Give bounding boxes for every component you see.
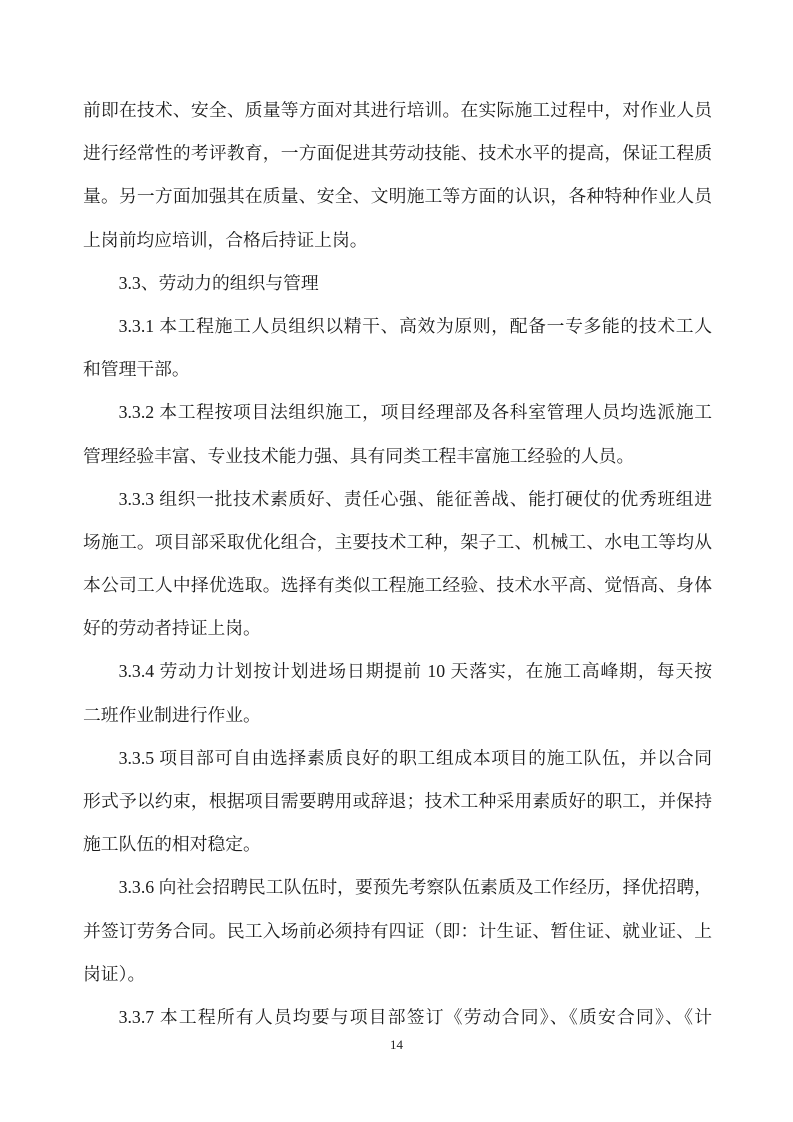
- text-line: 3.3.6 向社会招聘民工队伍时，要预先考察队伍素质及工作经历，择优招聘，: [118, 877, 712, 898]
- text-line: 施工队伍的相对稳定。: [83, 834, 261, 855]
- document-body: [83, 89, 712, 1039]
- text-line: 3.3.4 劳动力计划按计划进场日期提前 10 天落实，在施工高峰期，每天按: [118, 661, 712, 682]
- text-line: 岗证）。: [83, 963, 146, 984]
- text-line: 前即在技术、安全、质量等方面对其进行培训。在实际施工过程中，对作业人员: [83, 100, 712, 120]
- text-line: 管理经验丰富、专业技术能力强、具有同类工程丰富施工经验的人员。: [83, 445, 635, 466]
- text-line: 场施工。项目部采取优化组合，主要技术工种，架子工、机械工、水电工等均从: [83, 531, 712, 552]
- text-line: 上岗前均应培训，合格后持证上岗。: [83, 229, 368, 250]
- text-line: 和管理干部。: [83, 359, 190, 380]
- paragraph-clause-3-3-3: [83, 478, 712, 651]
- text-line: 3.3.2 本工程按项目法组织施工，项目经理部及各科室管理人员均选派施工: [118, 402, 712, 423]
- text-line: 量。另一方面加强其在质量、安全、文明施工等方面的认识，各种特种作业人员: [83, 186, 712, 207]
- paragraph-clause-3-3-4: [83, 650, 712, 736]
- paragraph-clause-3-3-2: [83, 391, 712, 477]
- text-line: 3.3.5 项目部可自由选择素质良好的职工组成本项目的施工队伍，并以合同: [118, 747, 712, 768]
- text-line: 3.3.3 组织一批技术素质好、责任心强、能征善战、能打硬仗的优秀班组进: [118, 488, 712, 509]
- text-line: 二班作业制进行作业。: [83, 704, 261, 725]
- text-line: 3.3、劳动力的组织与管理: [118, 272, 319, 293]
- paragraph-clause-3-3-6: [83, 866, 712, 996]
- paragraph-heading-3-3: [83, 262, 712, 305]
- text-line: 好的劳动者持证上岗。: [83, 618, 261, 639]
- text-line: 并签订劳务合同。民工入场前必须持有四证（即：计生证、暂住证、就业证、上: [83, 920, 712, 941]
- paragraph-clause-3-3-1: [83, 305, 712, 391]
- text-line: 3.3.1 本工程施工人员组织以精干、高效为原则，配备一专多能的技术工人: [118, 315, 712, 336]
- text-line: 3.3.7 本工程所有人员均要与项目部签订《劳动合同》、《质安合同》、《计: [118, 1006, 712, 1027]
- text-line: 形式予以约束，根据项目需要聘用或辞退；技术工种采用素质好的职工，并保持: [83, 791, 712, 811]
- paragraph-continuation-training: [83, 89, 712, 262]
- paragraph-clause-3-3-7: [83, 996, 712, 1039]
- text-line: 进行经常性的考评教育，一方面促进其劳动技能、技术水平的提高，保证工程质: [83, 143, 712, 164]
- page-number: 14: [390, 1037, 403, 1052]
- paragraph-clause-3-3-5: [83, 737, 712, 867]
- text-line: 本公司工人中择优选取。选择有类似工程施工经验、技术水平高、觉悟高、身体: [83, 575, 712, 596]
